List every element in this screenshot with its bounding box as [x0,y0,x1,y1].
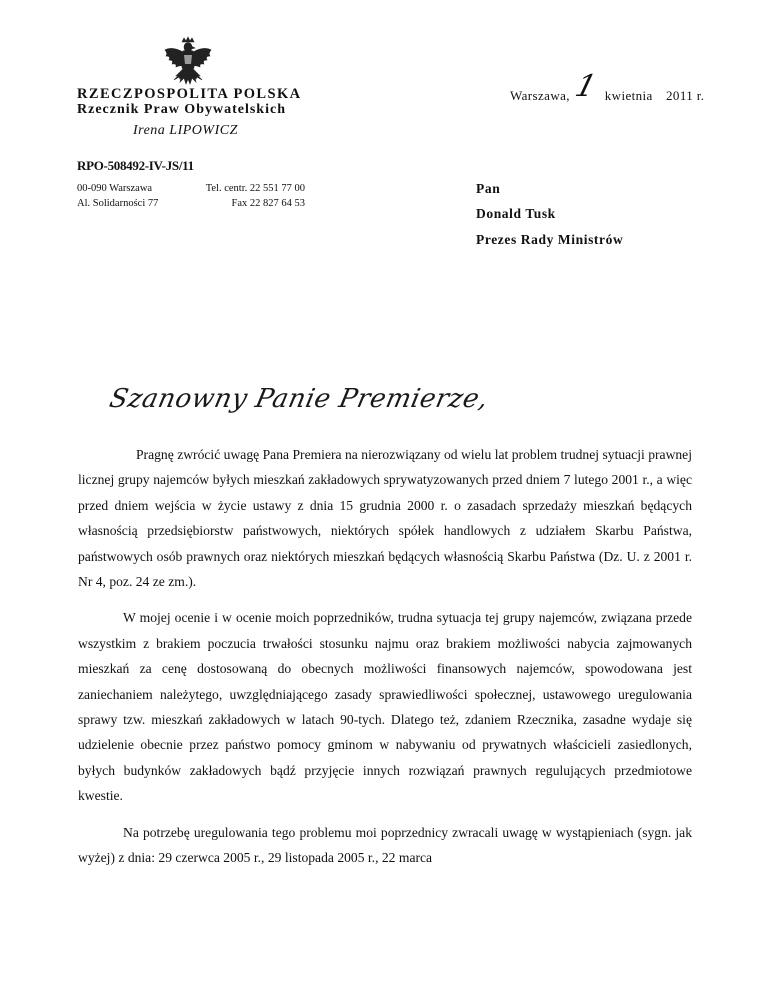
fax-number: Fax 22 827 64 53 [231,198,305,209]
phone-number: Tel. centr. 22 551 77 00 [205,183,305,194]
salutation-text: Szanowny Panie Premierze, [106,384,492,414]
date-month: kwietnia [604,88,653,103]
body-paragraph-1: Pragnę zwrócić uwagę Pana Premiera na nierozwiązany od wielu lat problem trudnej sytuacji prawnej licznej grupy najemców byłych mieszkań zakładowych sprywatyzowanych przed dniem 7 lutego 2001 r., a więc przed dniem wejścia w życie ustawy z dnia 15 grudnia 2000 r. o zasadach sprzedaży mieszkań będących własnością przedsiębiorstw państwowych, niektórych spółek handlowych z udziałem Skarbu Państwa, państwowych osób prawnych oraz niektórych mieszkań będących własnością Skarbu Państwa (Dz. U. z 2001 r. Nr 4, poz. 24 ze zm.). [78,447,692,590]
recipient-name: Donald Tusk [476,206,556,221]
office-address [77,181,158,211]
recipient-title: Pan [476,181,501,196]
body-paragraph-3: Na potrzebę uregulowania tego problemu moi poprzednicy zwracali uwagę w wystąpieniach (sygn. jak wyżej) z dnia: 29 czerwca 2005 r., 29 listopada 2005 r., 22 marca [78,824,692,866]
date-day: 1 [571,69,600,104]
org-subtitle: Rzecznik Praw Obywatelskich [77,102,286,117]
address-line-1: 00-090 Warszawa [77,183,153,194]
org-name: RZECZPOSPOLITA POLSKA [77,86,302,102]
office-contact [175,181,305,211]
place: Warszawa, [510,88,570,103]
ombudsman-name: Irena LIPOWICZ [133,123,238,138]
handwritten-salutation [106,380,492,440]
place-date [510,69,705,104]
recipient-position: Prezes Rady Ministrów [476,232,624,247]
body-paragraph-2: W mojej ocenie i w ocenie moich poprzedników, trudna sytuacja tej grupy najemców, związana przede wszystkim z brakiem poczucia trwałości stosunku najmu oraz brakiem możliwości nabycia zajmowanych mieszkań za cenę dostosowaną do obecnych możliwości finansowych najemców, spowodowana jest zaniechaniem należytego, uwzględniającego zasady sprawiedliwości społecznej, ustawowego uregulowania sprawy tzw. mieszkań zakładowych w latach 90-tych. Dlatego też, zdaniem Rzecznika, zasadne wydaje się udzielenie obecnie przez państwo pomocy gminom w nabywaniu od prywatnych właścicieli zasiedlonych, byłych budynków zakładowych bądź przyjęcie innych rozwiązań prawnych regulujących przedmiotowe kwestie. [78,610,692,804]
letter-body [78,442,692,882]
reference-number: RPO-508492-IV-JS/11 [77,158,194,173]
date-year: 2011 r. [666,88,705,103]
polish-eagle-emblem-icon [162,36,214,92]
address-line-2: Al. Solidarności 77 [77,198,159,209]
